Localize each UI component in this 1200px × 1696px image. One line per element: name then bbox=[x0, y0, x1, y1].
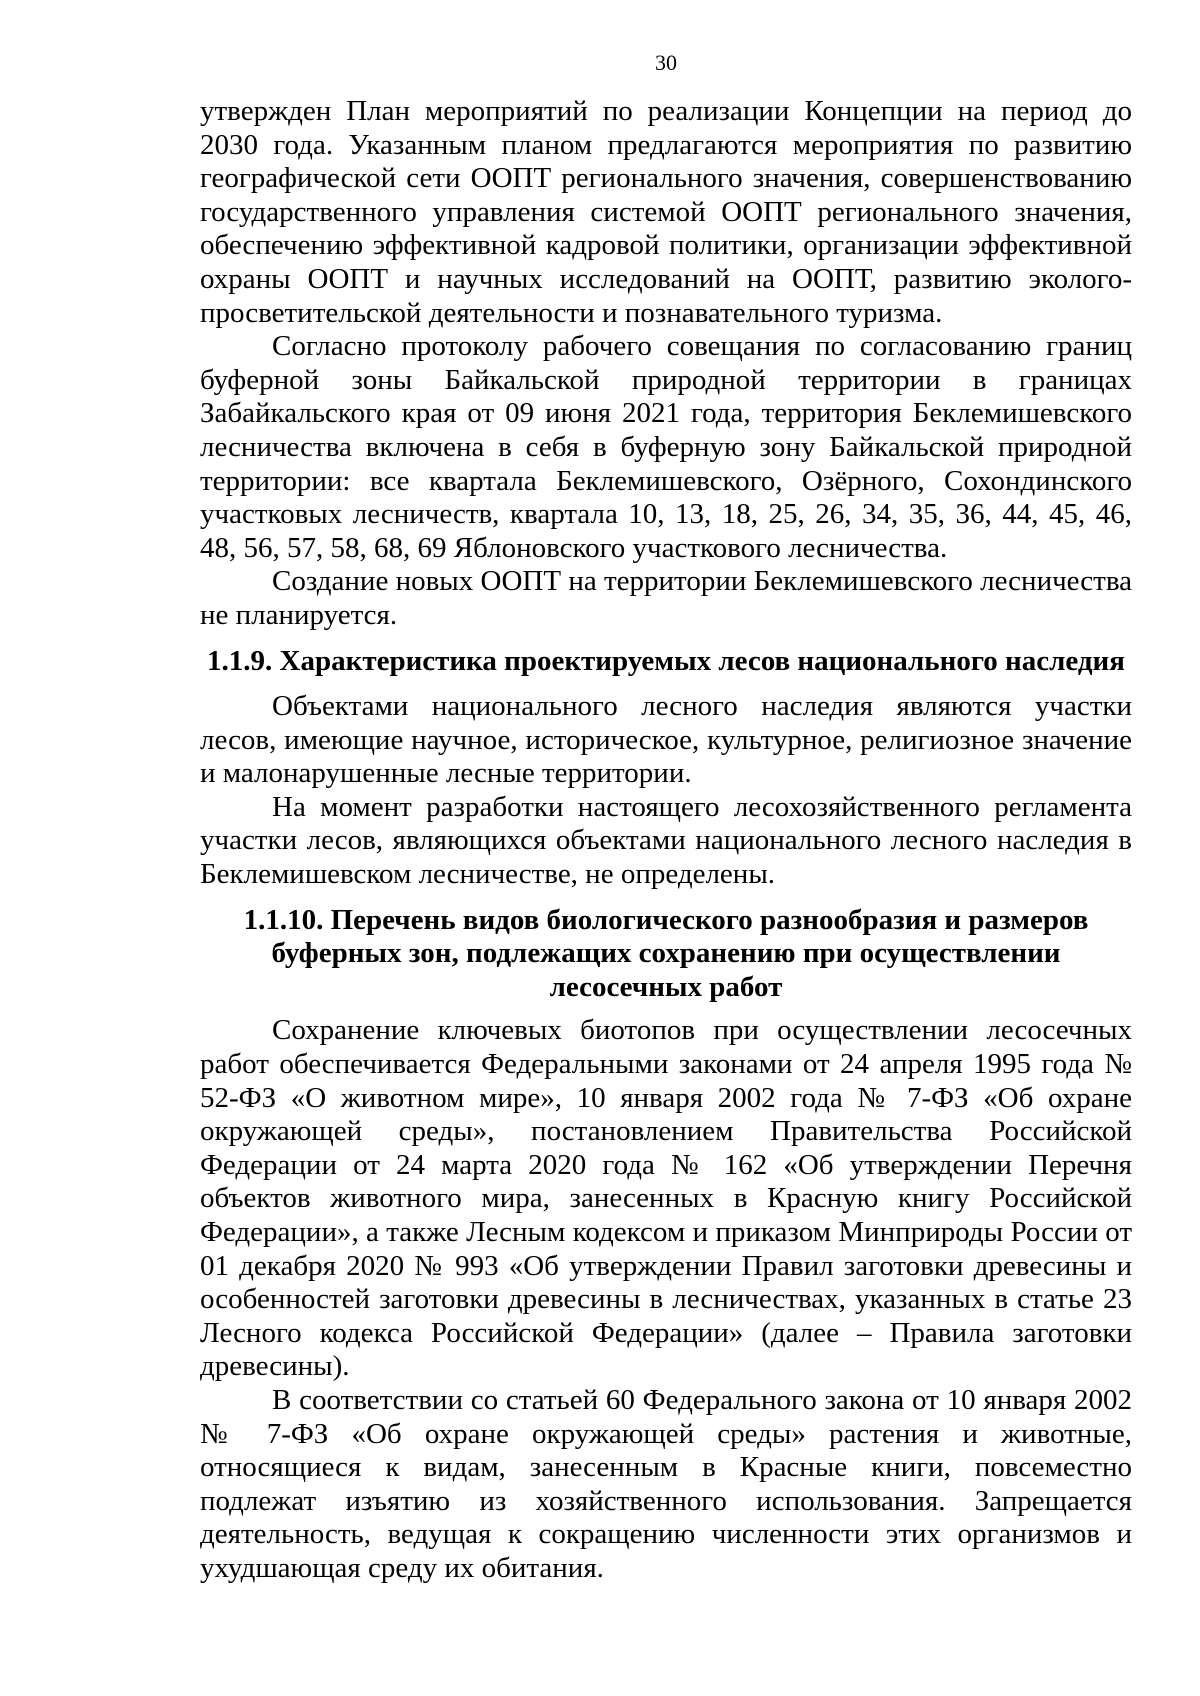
paragraph-heritage-objects: Объектами национального лесного наследия являются участки лесов, имеющие научное, историческое, культурное, религиозное значение и малонарушенные лесные территории. bbox=[200, 690, 1132, 790]
paragraph-red-book: В соответствии со статьей 60 Федерального закона от 10 января 2002 № 7-ФЗ «Об охране окружающей среды» растения и животные, относящиеся к видам, занесенным в Красные книги, повсеместно подлежат изъятию из хозяйственного использования. Запрещается деятельность, ведущая к сокращению численности этих организмов и ухудшающая среду их обитания. bbox=[200, 1383, 1132, 1584]
section-heading-1-1-10: 1.1.10. Перечень видов биологического разнообразия и размеров буферных зон, подлежащих сохранению при осуществлении лесосечных работ bbox=[243, 903, 1089, 1003]
paragraph-heritage-not-defined: На момент разработки настоящего лесохозяйственного регламента участки лесов, являющихся объектами национального лесного наследия в Беклемишевском лесничестве, не определены. bbox=[200, 790, 1132, 891]
section-heading-1-1-9: 1.1.9. Характеристика проектируемых лесов национального наследия bbox=[207, 644, 1125, 677]
page-number: 30 bbox=[655, 50, 677, 75]
document-page bbox=[200, 50, 1132, 1586]
paragraph-new-oopt: Создание новых ООПТ на территории Беклемишевского лесничества не планируется. bbox=[200, 565, 1132, 631]
paragraph-buffer-zone: Согласно протоколу рабочего совещания по согласованию границ буферной зоны Байкальской природной территории в границах Забайкальского края от 09 июня 2021 года, территория Беклемишевского лесничества включена в себя в буферную зону Байкальской природной территории: все квартала Беклемишевского, Озёрного, Сохондинского участковых лесничеств, квартала 10, 13, 18, 25, 26, 34, 35, 36, 44, 45, 46, 48, 56, 57, 58, 68, 69 Яблоновского участкового лесничества. bbox=[200, 330, 1132, 564]
paragraph-plan-continuation: утвержден План мероприятий по реализации Концепции на период до 2030 года. Указанным планом предлагаются мероприятия по развитию географической сети ООПТ регионального значения, совершенствованию государственного управления системой ООПТ регионального значения, обеспечению эффективной кадровой политики, организации эффективной охраны ООПТ и научных исследований на ООПТ, развитию эколого-просветительской деятельности и познавательного туризма. bbox=[200, 95, 1132, 329]
paragraph-biotopes: Сохранение ключевых биотопов при осуществлении лесосечных работ обеспечивается Федеральными законами от 24 апреля 1995 года № 52-ФЗ «О животном мире», 10 января 2002 года № 7-ФЗ «Об охране окружающей среды», постановлением Правительства Российской Федерации от 24 марта 2020 года № 162 «Об утверждении Перечня объектов животного мира, занесенных в Красную книгу Российской Федерации», а также Лесным кодексом и приказом Минприроды России от 01 декабря 2020 № 993 «Об утверждении Правил заготовки древесины и особенностей заготовки древесины в лесничествах, указанных в статье 23 Лесного кодекса Российской Федерации» (далее – Правила заготовки древесины). bbox=[200, 1014, 1132, 1383]
